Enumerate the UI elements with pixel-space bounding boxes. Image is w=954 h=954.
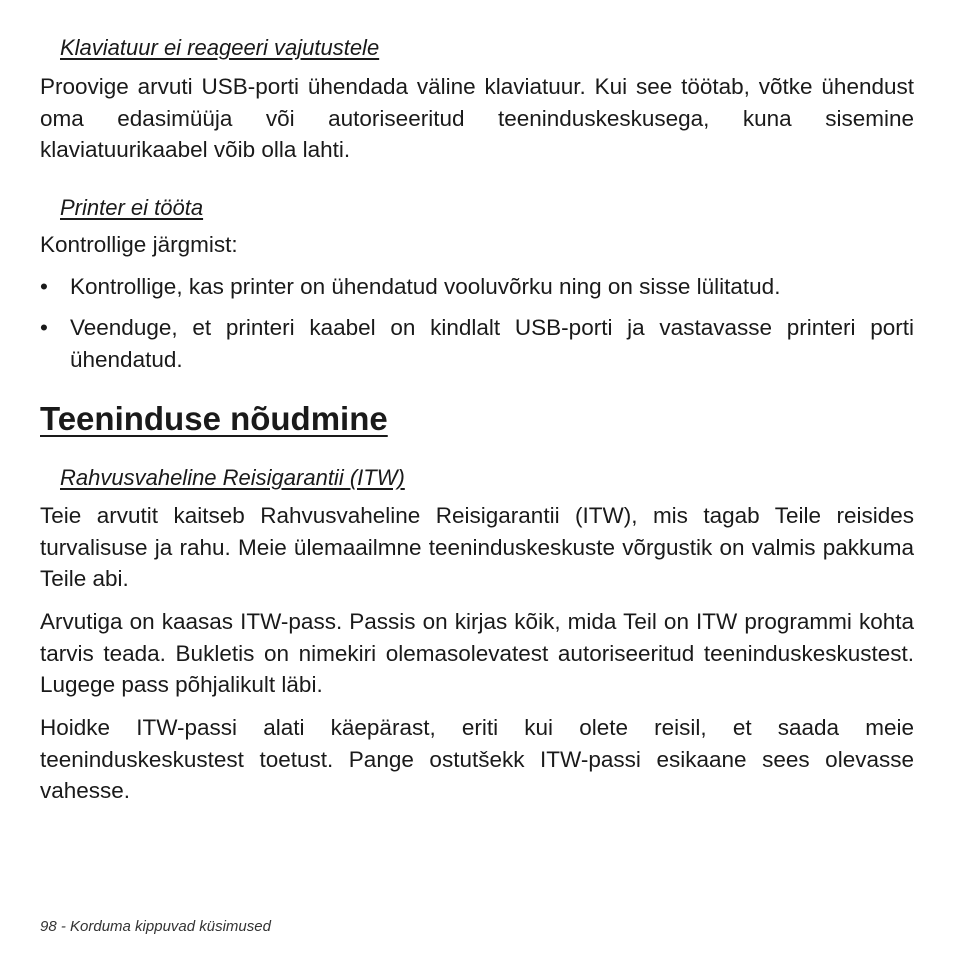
paragraph-printer-intro: Kontrollige järgmist: <box>40 232 238 257</box>
bullet-text: Veenduge, et printeri kaabel on kindlalt USB-porti ja vastavasse printeri porti ühendatud. <box>70 315 914 372</box>
bullet-mark: • <box>40 315 48 340</box>
page-footer: 98 - Korduma kippuvad küsimused <box>40 918 271 935</box>
paragraph-itw-2: Arvutiga on kaasas ITW-pass. Passis on kirjas kõik, mida Teil on ITW programmi kohta tarvis teada. Bukletis on nimekiri olemasolevatest autoriseeritud teeninduskeskustest. Lugege pass põhjalikult läbi. <box>40 609 914 697</box>
paragraph-keyboard: Proovige arvuti USB-porti ühendada väline klaviatuur. Kui see töötab, võtke ühendust oma edasimüüja või autoriseeritud teeninduskeskusega, kuna sisemine klaviatuurikaabel võib olla lahti. <box>40 74 914 162</box>
subheading-itw: Rahvusvaheline Reisigarantii (ITW) <box>60 465 405 490</box>
subheading-keyboard: Klaviatuur ei reageeri vajutustele <box>60 35 380 60</box>
bullet-text: Kontrollige, kas printer on ühendatud vooluvõrku ning on sisse lülitatud. <box>70 274 781 299</box>
subheading-printer: Printer ei tööta <box>60 195 204 220</box>
bullet-mark: • <box>40 274 48 299</box>
section-heading: Teeninduse nõudmine <box>40 400 388 437</box>
paragraph-itw-1: Teie arvutit kaitseb Rahvusvaheline Reisigarantii (ITW), mis tagab Teile reisides turvalisuse ja rahu. Meie ülemaailmne teeninduskeskuste võrgustik on valmis pakkuma Teile abi. <box>40 503 914 591</box>
paragraph-itw-3: Hoidke ITW-passi alati käepärast, eriti kui olete reisil, et saada meie teeninduskeskustest toetust. Pange ostutšekk ITW-passi esikaane sees olevasse vahesse. <box>40 715 914 803</box>
